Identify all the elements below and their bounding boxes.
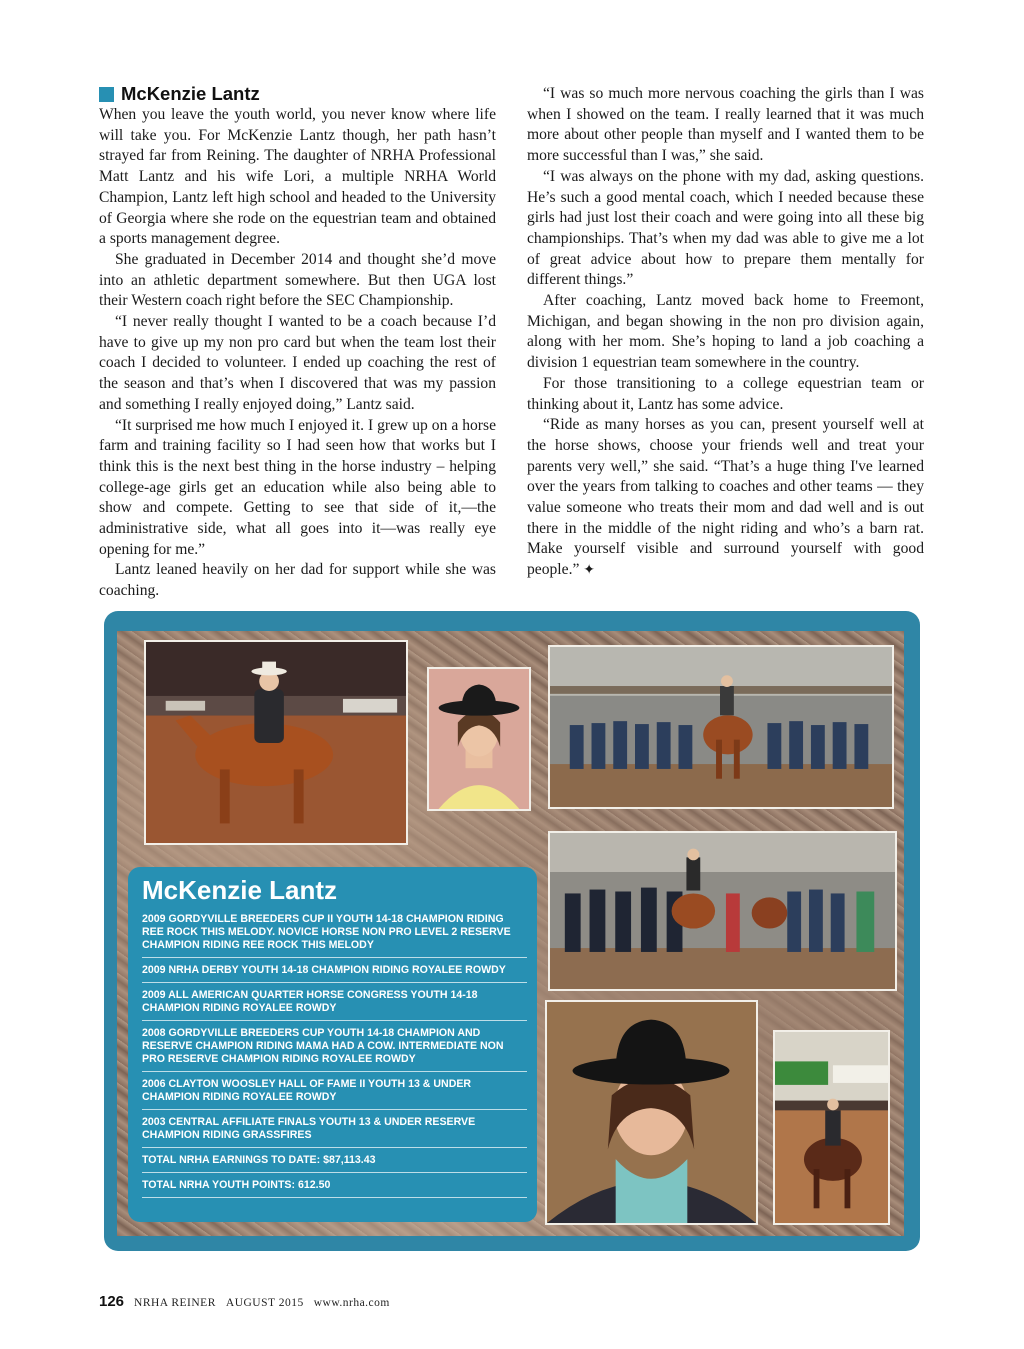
photo-team-group (548, 645, 894, 809)
issue-date: AUGUST 2015 (225, 1297, 304, 1309)
article-left-column (99, 84, 496, 602)
article-heading (99, 84, 496, 104)
paragraph: When you leave the youth world, you never know where life will take you. For McKenzie Lantz though, her path hasn’t strayed far from Reining. The daughter of NRHA Professional Matt Lantz and his wife Lori, a multiple NRHA World Champion, Lantz left high school and headed to the University of Georgia where she rode on the equestrian team and obtained a sports management degree. (99, 106, 496, 248)
achievement-item: 2008 GORDYVILLE BREEDERS CUP YOUTH 14-18 CHAMPION AND RESERVE CHAMPION RIDING MAMA HAD A COW. INTERMEDIATE NON PRO RESERVE CHAMPION RIDING ROYALEE ROWDY (142, 1025, 527, 1072)
paragraph: She graduated in December 2014 and thought she’d move into an athletic department somewhere. But then UGA lost their Western coach right before the SEC Championship. (99, 250, 496, 310)
earnings-total: TOTAL NRHA EARNINGS TO DATE: $87,113.43 (142, 1152, 527, 1173)
heading-square-icon (99, 87, 114, 102)
achievements-list (142, 911, 527, 1198)
achievements-box (128, 867, 537, 1222)
paragraph: “I never really thought I wanted to be a coach because I’d have to give up my non pro card but when the team lost their coach I decided to volunteer. I ended up coaching the rest of the season and that’s when I discovered that was my passion and something I really enjoyed doing,” Lantz said. (99, 313, 496, 413)
achievement-item: 2009 GORDYVILLE BREEDERS CUP II YOUTH 14-18 CHAMPION RIDING REE ROCK THIS MELODY. NOVICE HORSE NON PRO LEVEL 2 RESERVE CHAMPION RIDING REE ROCK THIS MELODY (142, 911, 527, 958)
magazine-name: NRHA REINER (134, 1297, 216, 1309)
paragraph: “It surprised me how much I enjoyed it. I grew up on a horse farm and training facility so I had seen how that works but I think this is the next best thing in the horse industry – helping college-age girls get an education while also being able to show and compete. Getting to see that side of it,—the administrative side, what all goes into it—was really eye opening for me.” (99, 416, 496, 558)
paragraph-text: “Ride as many horses as you can, present yourself well at the horse shows, choose your friends well and treat your parents very well,” she said. “That’s a huge thing I've learned over the years from talking to coaches and other teams — they value someone who treats their mom and dad well and is out there in the middle of the night riding and who’s a barn rat. Make yourself visible and surround yourself with good people.” (527, 416, 924, 579)
paragraph: For those transitioning to a college equestrian team or thinking about it, Lantz has some advice. (527, 374, 924, 413)
achievement-item: 2009 ALL AMERICAN QUARTER HORSE CONGRESS YOUTH 14-18 CHAMPION RIDING ROYALEE ROWDY (142, 987, 527, 1021)
photo-reining-action (773, 1030, 890, 1225)
page-footer (99, 1293, 390, 1310)
paragraph: “I was so much more nervous coaching the girls than I was when I showed on the team. I really learned that it was much more about other people than myself and I wanted them to be more successful than I was,” she said. (527, 85, 924, 165)
paragraph: Lantz leaned heavily on her dad for support while she was coaching. (99, 561, 496, 600)
article-title: McKenzie Lantz (121, 83, 260, 104)
photo-current-portrait (545, 1000, 758, 1225)
paragraph: After coaching, Lantz moved back home to Freemont, Michigan, and began showing in the non pro division again, along with her mom. She’s hoping to land a job coaching a division 1 equestrian team somewhere in the country. (527, 292, 924, 372)
achievements-title: McKenzie Lantz (142, 875, 338, 905)
paragraph (527, 415, 924, 581)
photo-team-group-2 (548, 831, 897, 991)
photo-riding-arena (144, 640, 408, 845)
achievement-item: 2003 CENTRAL AFFILIATE FINALS YOUTH 13 & UNDER RESERVE CHAMPION RIDING GRASSFIRES (142, 1114, 527, 1148)
page-number: 126 (99, 1293, 125, 1310)
photo-youth-portrait (427, 667, 531, 811)
youth-points-total: TOTAL NRHA YOUTH POINTS: 612.50 (142, 1177, 527, 1198)
end-mark-icon: ✦ (583, 562, 596, 579)
achievement-item: 2006 CLAYTON WOOSLEY HALL OF FAME II YOUTH 13 & UNDER CHAMPION RIDING ROYALEE ROWDY (142, 1076, 527, 1110)
achievement-item: 2009 NRHA DERBY YOUTH 14-18 CHAMPION RIDING ROYALEE ROWDY (142, 962, 527, 983)
website-url: www.nrha.com (313, 1297, 390, 1309)
paragraph: “I was always on the phone with my dad, asking questions. He’s such a good mental coach, which I needed because these girls had just lost their coach and were going into all these big championships. That’s when my dad was able to give me a lot of great advice about how to prepare them mentally for different things.” (527, 167, 924, 289)
article-right-column (527, 84, 924, 581)
